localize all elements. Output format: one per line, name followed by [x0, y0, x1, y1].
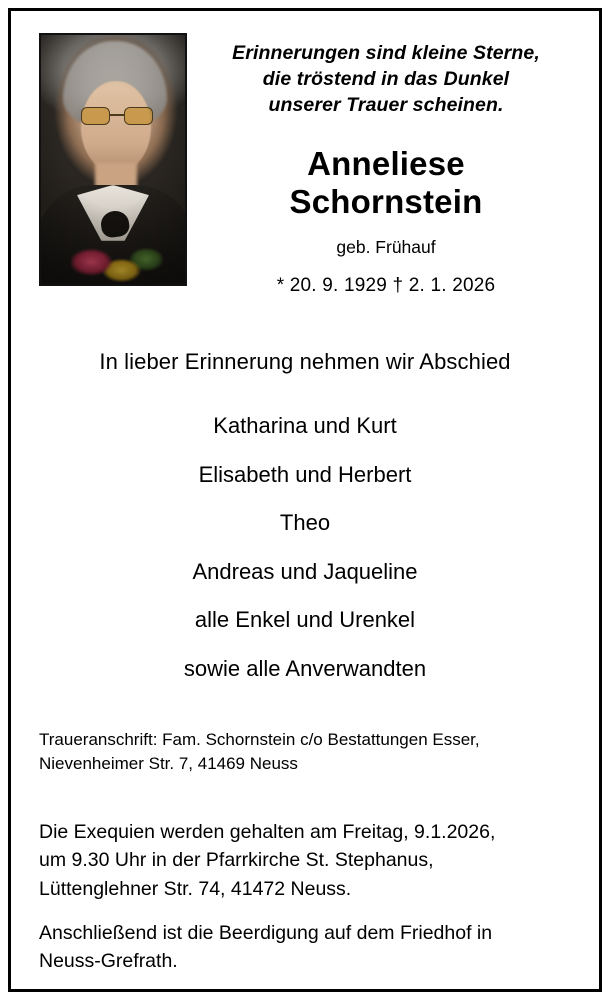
portrait-photo [39, 33, 187, 286]
birth-death-dates: * 20. 9. 1929 † 2. 1. 2026 [276, 275, 496, 297]
funeral-line-2: um 9.30 Uhr in der Pfarrkirche St. Stephanus, [39, 849, 434, 872]
memorial-verse [201, 41, 571, 119]
obituary-content [11, 11, 599, 989]
list-item: sowie alle Anverwandten [183, 655, 427, 681]
condolence-address [39, 728, 571, 776]
photo-vignette [41, 35, 185, 284]
address-line-1: Traueranschrift: Fam. Schornstein c/o Bestattungen Esser, [39, 729, 480, 749]
verse-line-3: unserer Trauer scheinen. [268, 93, 504, 116]
verse-line-1: Erinnerungen sind kleine Sterne, [232, 42, 540, 64]
header-text-block [187, 29, 571, 297]
funeral-line-4: Anschließend ist die Beerdigung auf dem Friedhof in [39, 921, 493, 944]
list-item: alle Enkel und Urenkel [194, 607, 416, 633]
maiden-name: geb. Frühauf [336, 237, 436, 258]
deceased-name [201, 145, 571, 222]
verse-line-2: die tröstend in das Dunkel [262, 67, 510, 90]
deceased-last-name: Schornstein [289, 183, 483, 221]
portrait-photo-container [39, 33, 187, 286]
list-item: Theo [279, 510, 331, 536]
list-item: Katharina und Kurt [213, 413, 397, 439]
header-section [39, 29, 571, 297]
funeral-line-5: Neuss-Grefrath. [39, 950, 178, 973]
list-item: Andreas und Jaqueline [192, 558, 418, 584]
mourners-list [39, 413, 571, 682]
funeral-line-1: Die Exequien werden gehalten am Freitag, 9.1.2026, [39, 821, 496, 844]
address-line-2: Nievenheimer Str. 7, 41469 Neuss [39, 753, 298, 773]
farewell-text: In lieber Erinnerung nehmen wir Abschied [99, 349, 511, 375]
list-item: Elisabeth und Herbert [198, 461, 412, 487]
funeral-line-3: Lüttenglehner Str. 74, 41472 Neuss. [39, 877, 352, 900]
funeral-service-details [39, 818, 571, 975]
deceased-first-name: Anneliese [307, 144, 465, 182]
